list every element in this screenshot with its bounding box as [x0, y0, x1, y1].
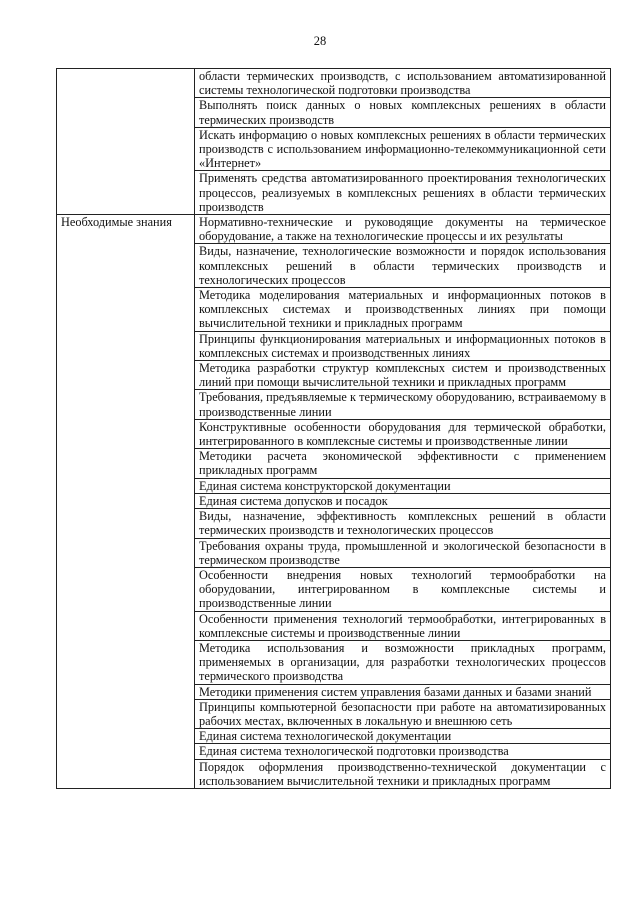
page-number: 28	[313, 34, 327, 48]
knowledge-item: Методики расчета экономической эффективности с применением прикладных программ	[195, 449, 611, 478]
knowledge-item: Нормативно-технические и руководящие документы на термическое оборудование, а также на технологические процессы и их результаты	[195, 215, 611, 244]
knowledge-item: Требования, предъявляемые к термическому оборудованию, встраиваемому в производственные линии	[195, 390, 611, 419]
skill-item: Выполнять поиск данных о новых комплексных решениях в области термических производств	[195, 98, 611, 127]
knowledge-item: Единая система допусков и посадок	[195, 493, 611, 508]
skill-item: Искать информацию о новых комплексных решениях в области термических производств с использованием информационно-телекоммуникационной сети «Интернет»	[195, 127, 611, 171]
knowledge-item: Конструктивные особенности оборудования для термической обработки, интегрированного в комплексные системы и производственные линии	[195, 419, 611, 448]
knowledge-item: Принципы компьютерной безопасности при работе на автоматизированных рабочих местах, включенных в локальную и внешнюю сеть	[195, 699, 611, 728]
knowledge-item: Принципы функционирования материальных и информационных потоков в комплексных системах и производственных линиях	[195, 331, 611, 360]
table-row	[57, 69, 611, 98]
knowledge-item: Требования охраны труда, промышленной и экологической безопасности в термическом производстве	[195, 538, 611, 567]
knowledge-item: Виды, назначение, технологические возможности и порядок использования комплексных решений в области термических производств и технологических процессов	[195, 244, 611, 288]
knowledge-item: Особенности применения технологий термообработки, интегрированных в комплексные системы и производственные линии	[195, 611, 611, 640]
knowledge-item: Единая система технологической документации	[195, 729, 611, 744]
table-row	[57, 215, 611, 244]
skill-item: Применять средства автоматизированного проектирования технологических процессов, реализуемых в комплексных решениях в области термических производств	[195, 171, 611, 215]
skill-item: области термических производств, с использованием автоматизированной системы технологической подготовки производства	[195, 69, 611, 98]
knowledge-item: Особенности внедрения новых технологий термообработки на оборудовании, интегрированном в комплексные системы и производственные линии	[195, 567, 611, 611]
knowledge-item: Методика моделирования материальных и информационных потоков в комплексных системах и производственных линиях при помощи вычислительной техники и прикладных программ	[195, 288, 611, 332]
knowledge-item: Методики применения систем управления базами данных и базами знаний	[195, 684, 611, 699]
knowledge-item: Единая система технологической подготовки производства	[195, 744, 611, 759]
knowledge-item: Методика использования и возможности прикладных программ, применяемых в организации, для разработки технологических процессов термического производства	[195, 640, 611, 684]
skills-label-cell	[57, 69, 195, 215]
knowledge-item: Методика разработки структур комплексных систем и производственных линий при помощи вычислительной техники и прикладных программ	[195, 361, 611, 390]
knowledge-item: Порядок оформления производственно-технической документации с использованием вычислительной техники и прикладных программ	[195, 759, 611, 788]
requirements-table	[56, 68, 611, 789]
knowledge-label: Необходимые знания	[57, 215, 195, 789]
knowledge-item: Единая система конструкторской документации	[195, 478, 611, 493]
knowledge-item: Виды, назначение, эффективность комплексных решений в области термических производств и технологических процессов	[195, 509, 611, 538]
